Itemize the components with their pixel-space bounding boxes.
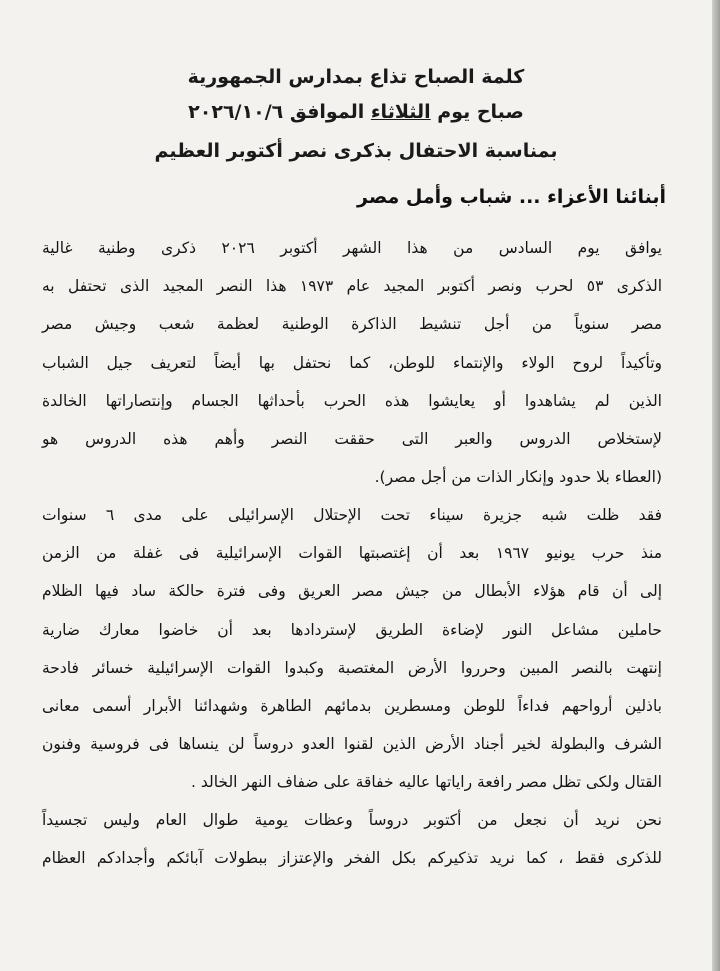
paragraph-line: القتال ولكى تظل مصر رافعة راياتها عاليه خفاقة على ضفاف النهر الخالد . — [191, 773, 662, 792]
paragraph-line: فقد ظلت شبه جزيرة سيناء تحت الإحتلال الإسرائيلى على مدى ٦ سنوات — [42, 506, 663, 524]
paragraph-line: باذلين أرواحهم فداءاً للوطن ومسطرين بدمائهم الطاهرة وشهدائنا الأبرار أسمى معانى — [42, 697, 662, 716]
paragraph-line: إلى أن قام هؤلاء الأبطال من جيش مصر العريق وفى فترة حالكة ساد فيها الظلام — [42, 582, 662, 601]
paragraph-2 — [42, 496, 662, 802]
header-occasion — [0, 140, 712, 162]
paragraph-line: الذين لم يشاهدوا أو يعايشوا هذه الحرب بأحداثها الجسام وإنتصاراتها الخالدة — [42, 391, 662, 410]
paragraph-line: الذكرى ٥٣ لحرب ونصر أكتوبر المجيد عام ١٩٧٣ هذا النصر المجيد الذى تحتفل به — [42, 277, 663, 296]
header-line-3: بمناسبة الاحتفال بذكرى نصر أكتوبر العظيم — [154, 140, 558, 162]
paragraph-line: مصر سنوياً من أجل تنشيط الذاكرة الوطنية لعظمة شعب وجيش مصر — [42, 315, 662, 334]
paragraph-line: حاملين مشاعل النور لإضاءة الطريق لإستردادها بعد أن خاضوا معارك ضارية — [42, 620, 662, 639]
paragraph-line: نحن نريد أن نجعل من أكتوبر دروساً وعظات يومية طوال العام وليس تجسيداً — [42, 811, 662, 829]
paragraph-line: لإستخلاص الدروس والعبر التى حققت النصر وأهم هذه الدروس هو — [42, 430, 662, 449]
header-date-prefix: صباح يوم — [430, 101, 524, 123]
paragraph-line: منذ حرب يونيو ١٩٦٧ بعد أن إغتصبتها القوات الإسرائيلية فى غفلة من الزمن — [42, 544, 662, 563]
header-line-1: كلمة الصباح تذاع بمدارس الجمهورية — [187, 66, 525, 88]
paragraph-line: للذكرى فقط ، كما نريد تذكيركم بكل الفخر والإعتزاز ببطولات آبائكم وأجدادكم العظام — [42, 849, 662, 868]
paragraph-line: وتأكيداً لروح الولاء والإنتماء للوطن، كما نحتفل بها أيضاً لتعريف جيل الشباب — [42, 353, 662, 372]
header-date-day: الثلاثاء — [370, 101, 431, 123]
header-date — [0, 101, 712, 123]
paragraph-3 — [42, 801, 662, 877]
paragraph-1 — [42, 229, 662, 496]
paragraph-line: الشرف والبطولة لخير أجناد الأرض الذين لقنوا العدو دروساً لن ينساها فى فروسية وفنون — [42, 735, 662, 754]
page-edge — [712, 0, 720, 971]
paragraph-line: (العطاء بلا حدود وإنكار الذات من أجل مصر). — [374, 468, 662, 487]
salutation: أبنائنا الأعزاء ... شباب وأمل مصر — [357, 186, 666, 208]
header-title — [0, 66, 712, 88]
paragraph-line: يوافق يوم السادس من هذا الشهر أكتوبر ٢٠٢٦ ذكرى وطنية غالية — [42, 239, 662, 257]
paragraph-line: إنتهت بالنصر المبين وحرروا الأرض المغتصبة وكبدوا القوات الإسرائيلية خسائر فادحة — [42, 658, 662, 677]
header-date-suffix: الموافق ٢٠٢٦/١٠/٦ — [188, 101, 371, 123]
